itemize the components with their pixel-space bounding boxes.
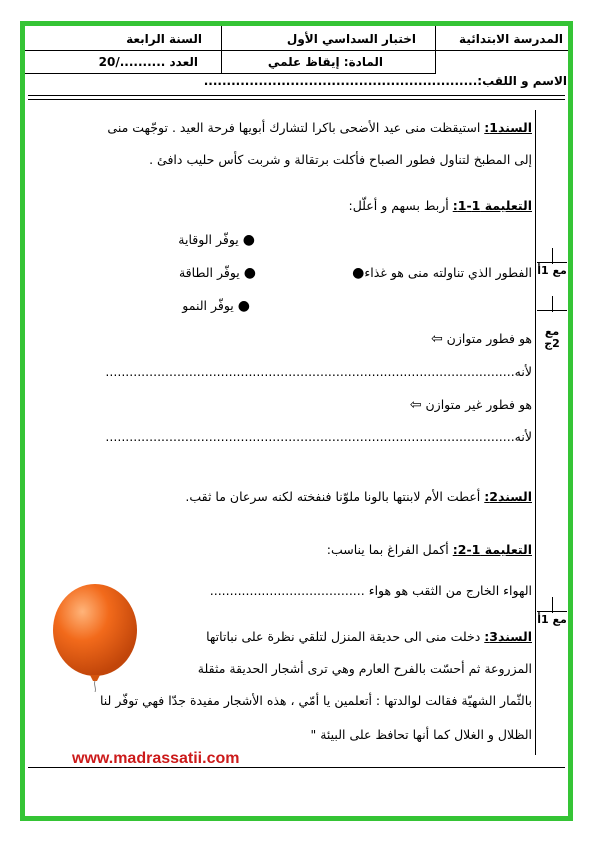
task2-instruction [327, 542, 532, 557]
grade-mark-bar [537, 262, 567, 263]
bullet-icon: ● [242, 232, 255, 248]
header-separator [28, 95, 565, 100]
watermark-link[interactable]: www.madrassatii.com [72, 750, 240, 767]
grade-mark-bar [537, 611, 567, 612]
task2-fill[interactable]: الهواء الخارج من الثقب هو هواء ....................................... [209, 583, 532, 598]
task2-label: التعليمة 1-2: [452, 542, 532, 557]
header-col-divider [435, 26, 436, 74]
doc2 [185, 489, 532, 504]
grade-level: السنة الرابعة [126, 32, 202, 46]
bottom-divider [28, 767, 565, 768]
grade-mark-1a: مع 1أ [537, 264, 567, 277]
balloon-image [40, 582, 150, 692]
option-protection[interactable] [178, 232, 255, 248]
doc1-text1: استيقظت منى عيد الأضحى باكرا لتشارك أبويها فرحة العيد . توجّهت منى [107, 120, 485, 135]
header-table [25, 26, 568, 74]
option-label: يوفّر الوقاية [178, 232, 239, 247]
doc3-line1 [206, 629, 532, 644]
subject: المادة: إيقاظ علمي [267, 55, 383, 69]
doc1-line2: إلى المطبخ لتناول فطور الصباح فأكلت برتقالة و شربت كأس حليب دافئ . [149, 152, 532, 167]
task2-text: أكمل الفراغ بما يناسب: [326, 542, 453, 557]
doc3-line2: المزروعة ثم أحسّت بالفرح العارم وهي ترى أشجار الحديقة مثقلة [197, 661, 532, 676]
bullet-icon: ● [237, 298, 250, 314]
grade-mark-bar [537, 310, 567, 311]
option-growth[interactable] [182, 298, 250, 314]
option-energy[interactable] [179, 265, 256, 281]
bullet-icon: ● [243, 265, 256, 281]
unbalanced-label: هو فطور غير متوازن [425, 397, 532, 412]
school-name: المدرسة الابتدائية [459, 32, 563, 46]
header-row-divider [25, 50, 568, 51]
exam-title: اختبار السداسي الأول [286, 32, 416, 46]
grade-mark-task2: مع 1أ [537, 613, 567, 626]
doc3-line4: الظلال و الغلال كما أنها تحافظ على البيئة " [310, 727, 532, 742]
student-name-field[interactable]: الاسم و اللقب:............................................................ [203, 74, 567, 88]
balanced-label: هو فطور متوازن [446, 331, 532, 346]
balanced-choice[interactable] [429, 331, 532, 347]
arrow-left-icon: ⇦ [409, 397, 422, 413]
doc1-line1 [107, 120, 532, 135]
doc3-label: السند3: [484, 629, 532, 644]
doc3-text1: دخلت منى الى حديقة المنزل لتلقي نظرة على نباتاتها [206, 629, 485, 644]
option-label: يوفّر الطاقة [178, 265, 240, 280]
because-line-1[interactable]: لأنه....................................................................................................... [105, 364, 532, 379]
doc3-line3: بالثّمار الشهيّة فقالت لوالدتها : أتعلمين يا أمّي ، هذه الأشجار مفيدة جدّا فهي توفّر لنا [99, 693, 532, 708]
statement-text: الفطور الذي تناولته منى هو غذاء [364, 265, 532, 280]
option-label: يوفّر النمو [182, 298, 234, 313]
grade-mark-2c: مع 2ج [544, 325, 560, 350]
bullet-icon: ● [352, 265, 365, 281]
task1-statement[interactable] [352, 265, 532, 281]
task1-label: التعليمة 1-1: [452, 198, 532, 213]
doc2-label: السند2: [484, 489, 532, 504]
grading-margin-line [535, 110, 536, 755]
arrow-left-icon: ⇦ [430, 331, 443, 347]
unbalanced-choice[interactable] [408, 397, 532, 413]
because-line-2[interactable]: لأنه....................................................................................................... [105, 429, 532, 444]
task1-instruction [348, 198, 532, 213]
doc2-text: أعطت الأم لابنتها بالونا ملوّنا فنفخته لكنه سرعان ما ثقب. [185, 489, 485, 504]
score: العدد ........../20 [98, 55, 198, 69]
task1-text: أربط بسهم و أعلّل: [348, 198, 453, 213]
header-col-divider [221, 26, 222, 74]
doc1-label: السند1: [484, 120, 532, 135]
